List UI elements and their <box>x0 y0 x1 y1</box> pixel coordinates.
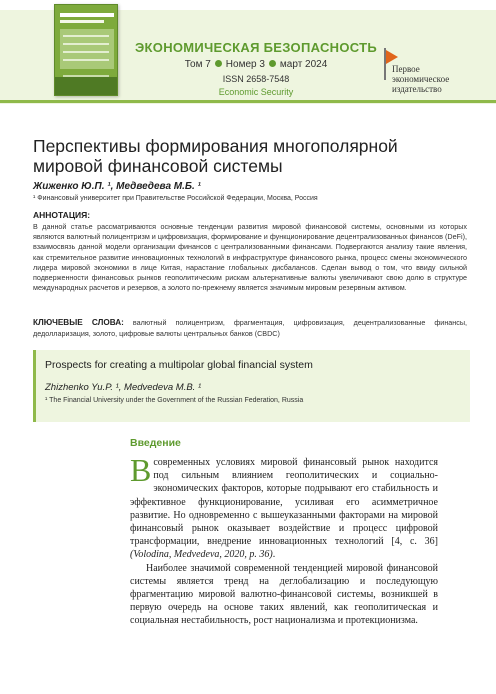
paragraph-1: современных условиях мировой финансовый рынок находится под сильным влиянием геополитических и социально-экономических факторов, которые подрывают его стабильность и эффективное функционирование, усиливая его асимметричное развитие. Но одновременно с вышеуказанными факторами на мировой финансовый рынок оказывает воздействие и процесс цифровой трансформации, внедрение инновационных технологий [4, с. 36] <box>130 457 438 548</box>
english-affiliation: ¹ The Financial University under the Government of the Russian Federation, Russia <box>45 397 304 404</box>
bullet-dot-icon <box>269 60 276 67</box>
publisher-name: Первое экономическое издательство <box>392 64 450 94</box>
issn: ISSN 2658-7548 <box>222 74 290 84</box>
affiliation: ¹ Финансовый университет при Правительстве Российской Федерации, Москва, Россия <box>33 195 318 202</box>
keywords <box>33 318 467 339</box>
issue-date: март 2024 <box>279 59 328 70</box>
issue-number: Номер 3 <box>225 59 265 70</box>
journal-cover-image <box>54 4 118 96</box>
issue-info <box>128 59 384 70</box>
volume: Том 7 <box>184 59 211 70</box>
header-divider <box>0 100 496 103</box>
body-text: В современных условиях мировой финансовый рынок находится под сильным влиянием геополитических и социально-экономических факторов, которые подрывают его стабильность и эффективное функционирование, усиливая его асимметричное развитие. Но одновременно с вышеуказанными факторами на мировой финансовый рынок оказывает воздействие и процесс цифровой трансформации, внедрение инновационных технологий [4, с. 36] (Volodina, Medvedeva, 2020, p. 36). Наиболее значимой современной тенденцией мировой финансовой системы является тренд на деглобализацию и последующую фрагментацию мировой валютно-финансовой системы, возникшей в первую очередь на основе таких явлений, как геополитическая и социальная нестабильность, рост национализма и протекционизма. <box>130 452 438 627</box>
abstract-label: АННОТАЦИЯ: <box>33 210 91 220</box>
section-title: Введение <box>130 437 181 449</box>
drop-cap: В <box>130 452 152 488</box>
bullet-dot-icon <box>215 60 222 67</box>
citation: (Volodina, Medvedeva, 2020, p. 36) <box>130 549 273 561</box>
journal-name-en: Economic Security <box>218 87 294 97</box>
authors: Жиженко Ю.П. ¹, Медведева М.Б. ¹ <box>33 181 201 192</box>
paragraph-2: Наиболее значимой современной тенденцией мировой финансовой системы является тренд на деглобализацию и последующую фрагментацию мировой валютно-финансовой системы, возникшей в первую очередь на основе таких явлений, как геополитическая и социальная нестабильность, рост национализма и протекционизма. <box>130 562 438 627</box>
journal-header <box>0 0 496 112</box>
abstract-text: В данной статье рассматриваются основные тенденции развития мировой финансовой системы, основными из которых являются валютный полицентризм и цифровизация, формирование и функционирование децентрализованных финансов (DeFi), взаимосвязь данной модели организации финансов с централизованными финансами. Подвергаются анализу такие явления, как стремительное развитие инновационных технологий в инфраструктуре финансового рынка, процесс смены экономического лидера мировой экономики в лице Китая, нарастание глобальных дисбалансов. Сделан вывод о том, что ввиду сильной подверженности финансовых рынков геополитическим рискам альтернативные валюты увеличивают свою долю в структуре международных расчетов и резервов, а золото по-прежнему является значимым мировым резервным активом. <box>33 222 467 293</box>
keywords-label: КЛЮЧЕВЫЕ СЛОВА: <box>33 318 124 327</box>
english-authors: Zhizhenko Yu.P. ¹, Medvedeva M.B. ¹ <box>45 382 202 393</box>
journal-name: ЭКОНОМИЧЕСКАЯ БЕЗОПАСНОСТЬ <box>135 40 377 55</box>
english-summary-block <box>33 350 470 422</box>
article-title: Перспективы формирования многополярной мировой финансовой системы <box>33 136 398 176</box>
flag-icon <box>386 50 398 64</box>
keywords-text: валютный полицентризм, фрагментация, цифровизация, децентрализованные финансы, дедолларизация, золото, цифровые валюты центральных банков (CBDC) <box>33 318 468 338</box>
english-title: Prospects for creating a multipolar global financial system <box>45 359 313 371</box>
